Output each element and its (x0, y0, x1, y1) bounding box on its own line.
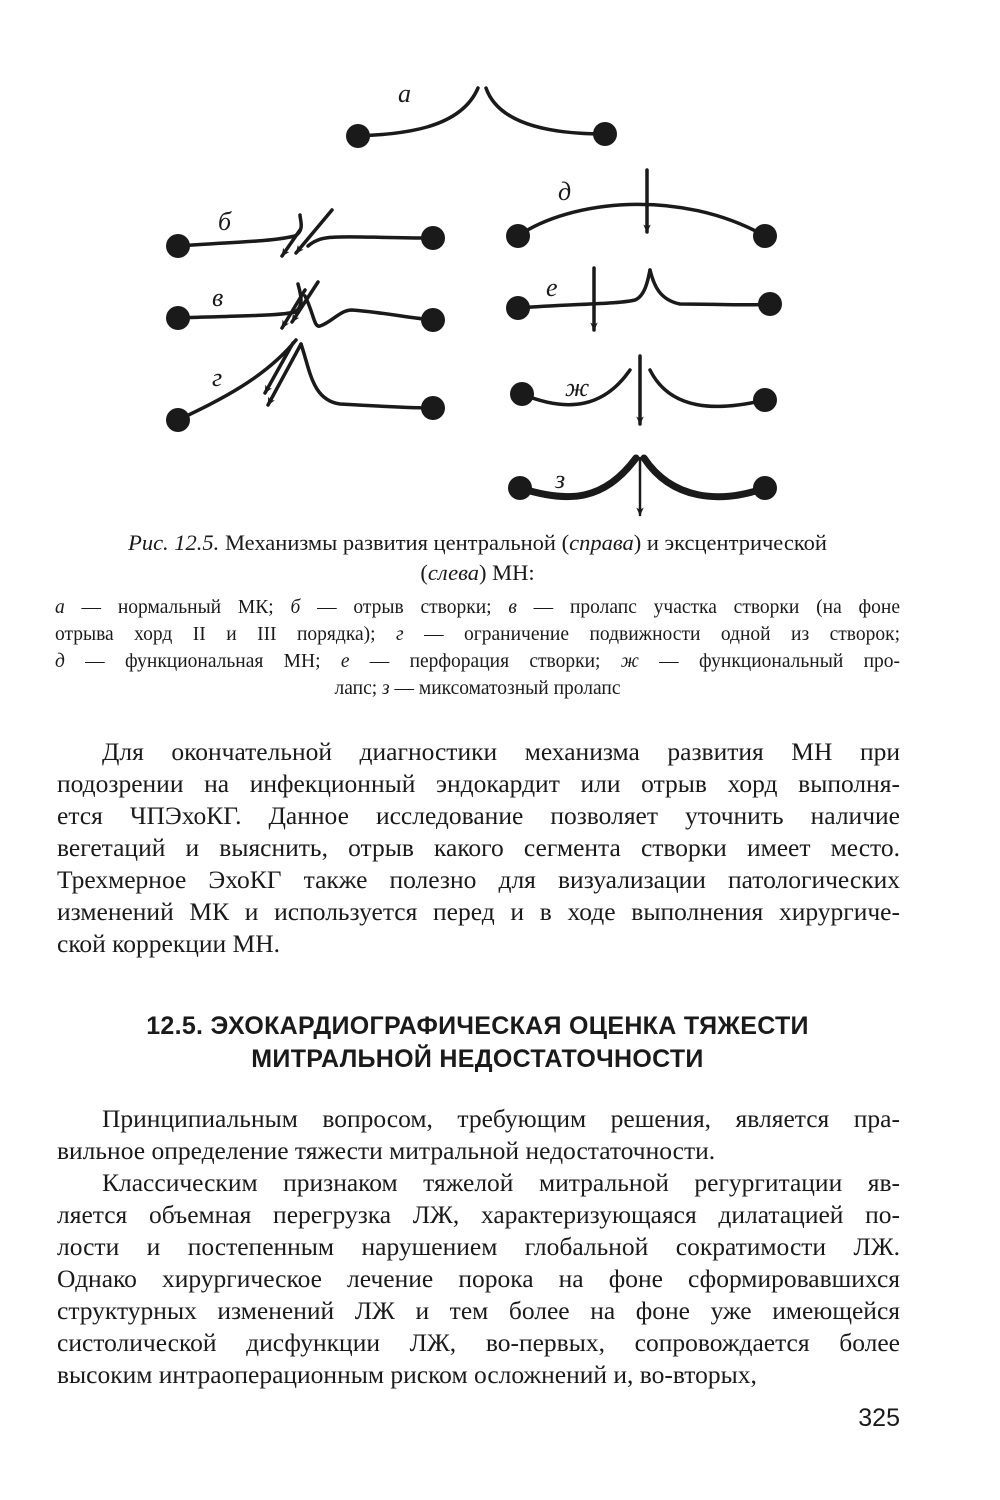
paragraph-2 (57, 1103, 900, 1167)
text-line: структурных изменений ЛЖ и тем более на фоне уже имеющейся (57, 1296, 900, 1325)
figure-caption (55, 528, 900, 588)
text-line: вегетаций и выяснить, отрыв какого сегмента створки имеет место. (57, 833, 900, 862)
legend-text: — ограничение подвижности одной из створок; (403, 624, 900, 645)
legend-letter: а (55, 597, 65, 618)
legend-text: — перфорация створки; (349, 651, 621, 672)
diagram-e-leaflet-right (650, 270, 770, 305)
diagram-z-annulus-right (753, 476, 777, 500)
caption-right-word: справа (569, 530, 634, 555)
caption-text-4: ) МН: (479, 560, 535, 585)
legend-letter: б (290, 597, 301, 618)
text-line: подозрении на инфекционный эндокардит или отрыв хорд выполня- (57, 769, 900, 798)
figure-legend (55, 594, 900, 702)
diagram-a-annulus-right (593, 122, 617, 146)
diagram-d-annulus-left (506, 224, 530, 248)
paragraph-3 (57, 1167, 900, 1391)
diagram-b-leaflet-right (308, 237, 433, 246)
caption-text-2: ) и эксцентрической (633, 530, 827, 555)
page-number: 325 (858, 1404, 900, 1432)
heading-line-2: МИТРАЛЬНОЙ НЕДОСТАТОЧНОСТИ (251, 1045, 704, 1073)
diagram-z-annulus-left (508, 476, 532, 500)
diagram-v-leaflet-left (178, 312, 295, 318)
legend-text: — функциональная МН; (64, 651, 341, 672)
diagram-v-leaflet-right (305, 296, 433, 326)
legend-text: — нормальный МК; (64, 597, 291, 618)
legend-line (55, 594, 900, 621)
text-line: Трехмерное ЭхоКГ также полезно для визуализации патологических (57, 865, 900, 894)
legend-text: — функциональный про- (638, 651, 901, 672)
label-v: в (212, 283, 224, 312)
diagram-zh-annulus-left (510, 382, 534, 406)
label-d: д (558, 177, 572, 206)
diagram-a-annulus-left (346, 124, 370, 148)
figure-number: Рис. 12.5. (128, 530, 220, 555)
text-line: Принципиальным вопросом, требующим решения, является пра- (102, 1104, 900, 1133)
diagram-zh-leaflet-right (650, 370, 765, 406)
caption-text-1: Механизмы развития центральной ( (219, 530, 570, 555)
text-line: вильное определение тяжести митральной недостаточности. (57, 1136, 716, 1165)
diagram-e-annulus-left (506, 296, 530, 320)
diagram-a-leaflet-right (486, 88, 605, 134)
legend-text: отрыва хорд II и III порядка); (55, 624, 397, 645)
legend-letter: г (396, 624, 404, 645)
legend-text: лапс; (334, 678, 383, 699)
label-zh: ж (565, 373, 590, 402)
caption-left-word: слева (427, 560, 480, 585)
caption-text-3: ( (420, 560, 428, 585)
text-line: высоким интраоперационным риском осложнений и, во-вторых, (57, 1360, 757, 1389)
diagram-g-annulus-left (166, 408, 190, 432)
figure-drawing (100, 60, 900, 530)
diagram-zh-annulus-right (753, 388, 777, 412)
text-line: Классическим признаком тяжелой митральной регургитации яв- (102, 1168, 900, 1197)
diagram-a-leaflet-left (358, 88, 478, 136)
diagram-b-annulus-left (166, 234, 190, 258)
paragraph-1 (57, 736, 900, 960)
text-line: ской коррекции МН. (57, 929, 281, 958)
diagram-e-annulus-right (758, 292, 782, 316)
legend-letter: ж (620, 651, 639, 672)
diagram-v-annulus-left (166, 306, 190, 330)
text-line: Однако хирургическое лечение порока на фоне сформировавшихся (57, 1264, 900, 1293)
text-line: Для окончательной диагностики механизма развития МН при (102, 737, 900, 766)
legend-letter: з (382, 678, 390, 699)
legend-letter: е (340, 651, 350, 672)
diagram-b-leaflet-left (178, 236, 295, 246)
diagram-g-leaflet-right (301, 344, 433, 408)
diagram-d-leaflet (518, 204, 765, 236)
diagram-e-leaflet-left (518, 270, 650, 308)
label-a: а (398, 79, 411, 108)
diagram-d-annulus-right (753, 224, 777, 248)
text-line: систолической дисфункции ЛЖ, во-первых, сопровождается более (57, 1328, 900, 1357)
legend-line (55, 621, 900, 648)
diagram-g-annulus-right (421, 396, 445, 420)
diagram-z-leaflet-left (520, 458, 636, 497)
text-line: ляется объемная перегрузка ЛЖ, характеризующаяся дилатацией по- (57, 1200, 900, 1229)
label-b: б (218, 207, 232, 236)
legend-text: — миксоматозный пролапс (389, 678, 621, 699)
heading-line-1: 12.5. ЭХОКАРДИОГРАФИЧЕСКАЯ ОЦЕНКА ТЯЖЕСТИ (146, 1012, 809, 1040)
label-z: з (555, 465, 566, 494)
legend-line (55, 675, 900, 702)
diagram-v-annulus-right (421, 308, 445, 332)
label-g: г (212, 363, 223, 392)
section-heading (55, 1010, 900, 1076)
diagram-b-annulus-right (421, 226, 445, 250)
legend-letter: д (55, 651, 65, 672)
diagram-g-leaflet-left (178, 340, 296, 420)
legend-text: — пролапс участка створки (на фоне (516, 597, 900, 618)
text-line: изменений МК и используется перед и в ходе выполнения хирургиче- (57, 897, 900, 926)
text-line: лости и постепенным нарушением глобальной сократимости ЛЖ. (57, 1232, 900, 1261)
label-e: е (546, 273, 558, 302)
legend-line (55, 648, 900, 675)
text-line: ется ЧПЭхоКГ. Данное исследование позволяет уточнить наличие (57, 801, 900, 830)
legend-letter: в (508, 597, 517, 618)
mitral-mechanisms-figure (100, 60, 900, 530)
legend-text: — отрыв створки; (300, 597, 509, 618)
diagram-z-leaflet-right (644, 458, 765, 497)
